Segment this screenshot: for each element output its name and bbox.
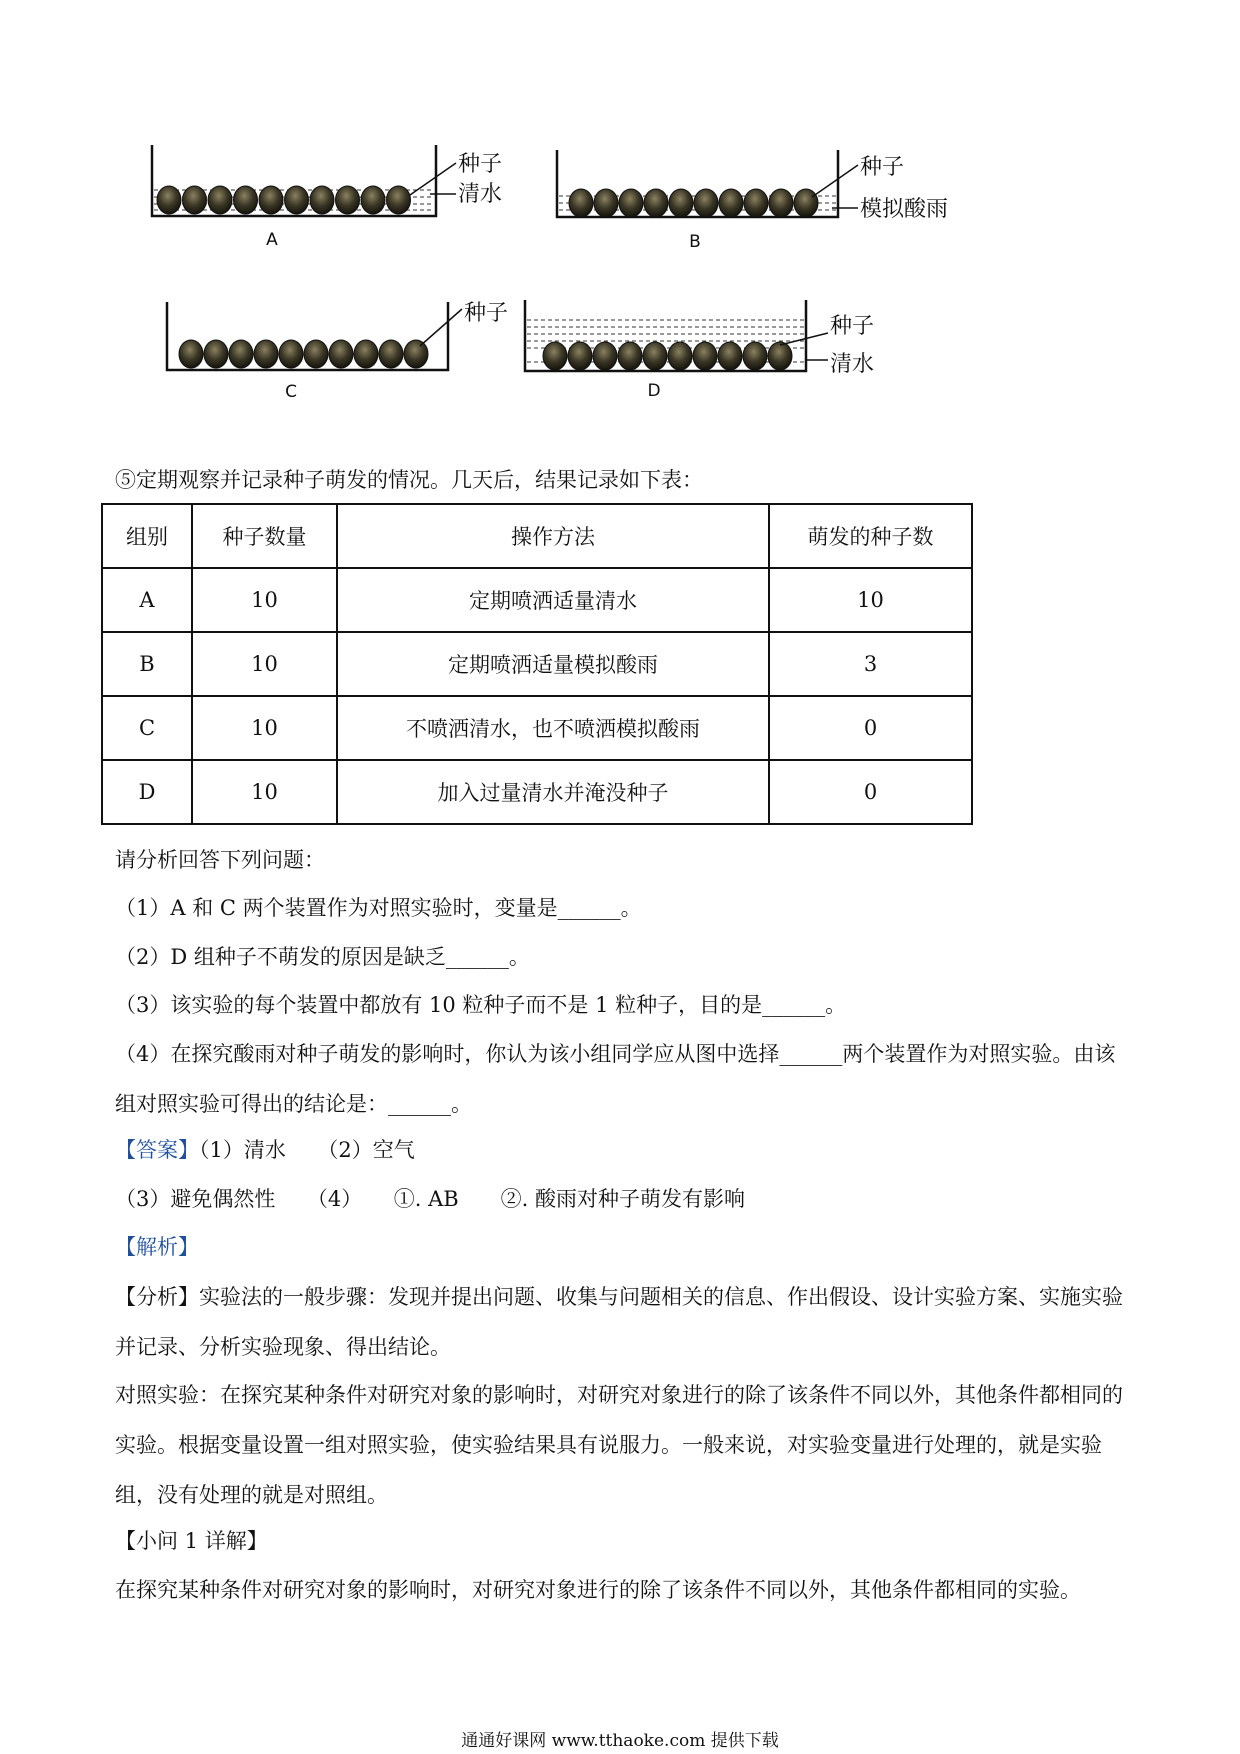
analysis-method-tag: 【分析】 xyxy=(115,1285,199,1309)
table-cell: 10 xyxy=(192,760,337,824)
seed-d xyxy=(568,342,592,370)
analysis-method-text: 实验法的一般步骤：发现并提出问题、收集与问题相关的信息、作出假设、设计实验方案、实施实验并记录、分析实验现象、得出结论。 xyxy=(115,1285,1123,1359)
analysis-tag: 【解析】 xyxy=(115,1235,199,1259)
seed-a xyxy=(310,186,334,214)
setup-d-label-seed: 种子 xyxy=(830,314,875,339)
seed-d xyxy=(593,342,617,370)
setup-a-label-seed: 种子 xyxy=(458,152,503,177)
seed-b xyxy=(594,189,618,217)
seed-a xyxy=(157,186,181,214)
seed-a xyxy=(336,186,360,214)
answer-tag: 【答案】 xyxy=(115,1138,199,1162)
setup-c xyxy=(167,301,508,402)
subquestion-1-tag: 【小问 1 详解】 xyxy=(115,1529,268,1553)
seed-b xyxy=(744,189,768,217)
seed-c xyxy=(379,340,403,368)
seed-d xyxy=(668,342,692,370)
seed-b xyxy=(769,189,793,217)
seed-b xyxy=(644,189,668,217)
table-cell: A xyxy=(102,568,192,632)
setup-b-caption: B xyxy=(689,232,701,252)
answer-line-2: （3）避免偶然性 （4） ①. AB ②. 酸雨对种子萌发有影响 xyxy=(115,1187,746,1211)
question-4: （4）在探究酸雨对种子萌发的影响时，你认为该小组同学应从图中选择______两个装置作为对照实验。由该组对照实验可得出的结论是：______。 xyxy=(115,1042,1116,1116)
analysis-paragraph-2: 对照实验：在探究某种条件对研究对象的影响时，对研究对象进行的除了该条件不同以外，其他条件都相同的实验。根据变量设置一组对照实验，使实验结果具有说服力。一般来说，对实验变量进行处理的，就是实验组，没有处理的就是对照组。 xyxy=(115,1383,1123,1507)
table-row xyxy=(102,568,972,632)
table-cell: 0 xyxy=(769,760,972,824)
setup-c-label-seed: 种子 xyxy=(464,301,509,326)
setup-d-label-water: 清水 xyxy=(830,352,875,377)
seed-d xyxy=(618,342,642,370)
seed-c xyxy=(329,340,353,368)
seed-a xyxy=(234,186,258,214)
setup-a-caption: A xyxy=(266,230,278,250)
answer-line-1 xyxy=(115,1136,415,1164)
seed-c xyxy=(254,340,278,368)
question-2: （2）D 组种子不萌发的原因是缺乏______。 xyxy=(115,945,530,969)
table-cell: 10 xyxy=(192,696,337,760)
table-cell: 3 xyxy=(769,632,972,696)
table-cell: B xyxy=(102,632,192,696)
table-cell: 10 xyxy=(192,568,337,632)
subquestion-1-text: 在探究某种条件对研究对象的影响时，对研究对象进行的除了该条件不同以外，其他条件都相同的实验。 xyxy=(115,1578,1081,1602)
seed-c xyxy=(354,340,378,368)
question-1: （1）A 和 C 两个装置作为对照实验时，变量是______。 xyxy=(115,896,642,920)
setup-b-label-seed: 种子 xyxy=(860,155,905,180)
table-cell: C xyxy=(102,696,192,760)
experiment-setup-figure xyxy=(0,0,1240,420)
setup-d-caption: D xyxy=(647,381,661,401)
seed-d xyxy=(543,342,567,370)
step5-text: ⑤定期观察并记录种子萌发的情况。几天后，结果记录如下表： xyxy=(115,468,703,492)
table-row xyxy=(102,632,972,696)
seed-b xyxy=(569,189,593,217)
answer-text-1: （1）清水 （2）空气 xyxy=(199,1138,415,1162)
analysis-prompt: 请分析回答下列问题： xyxy=(115,848,325,872)
setup-c-caption: C xyxy=(285,382,297,402)
setup-a-label-water: 清水 xyxy=(458,182,503,207)
seed-b xyxy=(719,189,743,217)
seed-a xyxy=(361,186,385,214)
table-header: 萌发的种子数 xyxy=(769,504,972,568)
seed-c xyxy=(204,340,228,368)
table-header: 组别 xyxy=(102,504,192,568)
table-cell: 不喷洒清水，也不喷洒模拟酸雨 xyxy=(337,696,769,760)
table-cell: 定期喷洒适量清水 xyxy=(337,568,769,632)
setup-b xyxy=(557,150,948,252)
table-row xyxy=(102,696,972,760)
seed-d xyxy=(643,342,667,370)
seed-c xyxy=(304,340,328,368)
table-row xyxy=(102,760,972,824)
seed-a xyxy=(285,186,309,214)
setup-d xyxy=(525,300,874,401)
seed-b xyxy=(794,189,818,217)
analysis-paragraph-1 xyxy=(115,1272,1125,1372)
question-3: （3）该实验的每个装置中都放有 10 粒种子而不是 1 粒种子，目的是______。 xyxy=(115,993,847,1017)
table-cell: 定期喷洒适量模拟酸雨 xyxy=(337,632,769,696)
setup-a xyxy=(152,145,502,250)
table-header: 操作方法 xyxy=(337,504,769,568)
table-cell: 加入过量清水并淹没种子 xyxy=(337,760,769,824)
seed-d xyxy=(693,342,717,370)
seed-a xyxy=(208,186,232,214)
results-table xyxy=(101,503,973,825)
seed-b xyxy=(619,189,643,217)
seed-a xyxy=(387,186,411,214)
seed-d xyxy=(743,342,767,370)
table-cell: 0 xyxy=(769,696,972,760)
seed-a xyxy=(259,186,283,214)
seed-c xyxy=(229,340,253,368)
seed-a xyxy=(183,186,207,214)
table-cell: 10 xyxy=(769,568,972,632)
seed-b xyxy=(694,189,718,217)
seed-c xyxy=(404,340,428,368)
page-footer: 通通好课网 www.tthaoke.com 提供下载 xyxy=(461,1731,779,1751)
table-cell: D xyxy=(102,760,192,824)
seed-b xyxy=(669,189,693,217)
table-header: 种子数量 xyxy=(192,504,337,568)
seed-c xyxy=(279,340,303,368)
table-header-row xyxy=(102,504,972,568)
table-cell: 10 xyxy=(192,632,337,696)
seed-d xyxy=(768,342,792,370)
seed-c xyxy=(179,340,203,368)
setup-b-label-acid-rain: 模拟酸雨 xyxy=(860,197,949,222)
seed-d xyxy=(718,342,742,370)
